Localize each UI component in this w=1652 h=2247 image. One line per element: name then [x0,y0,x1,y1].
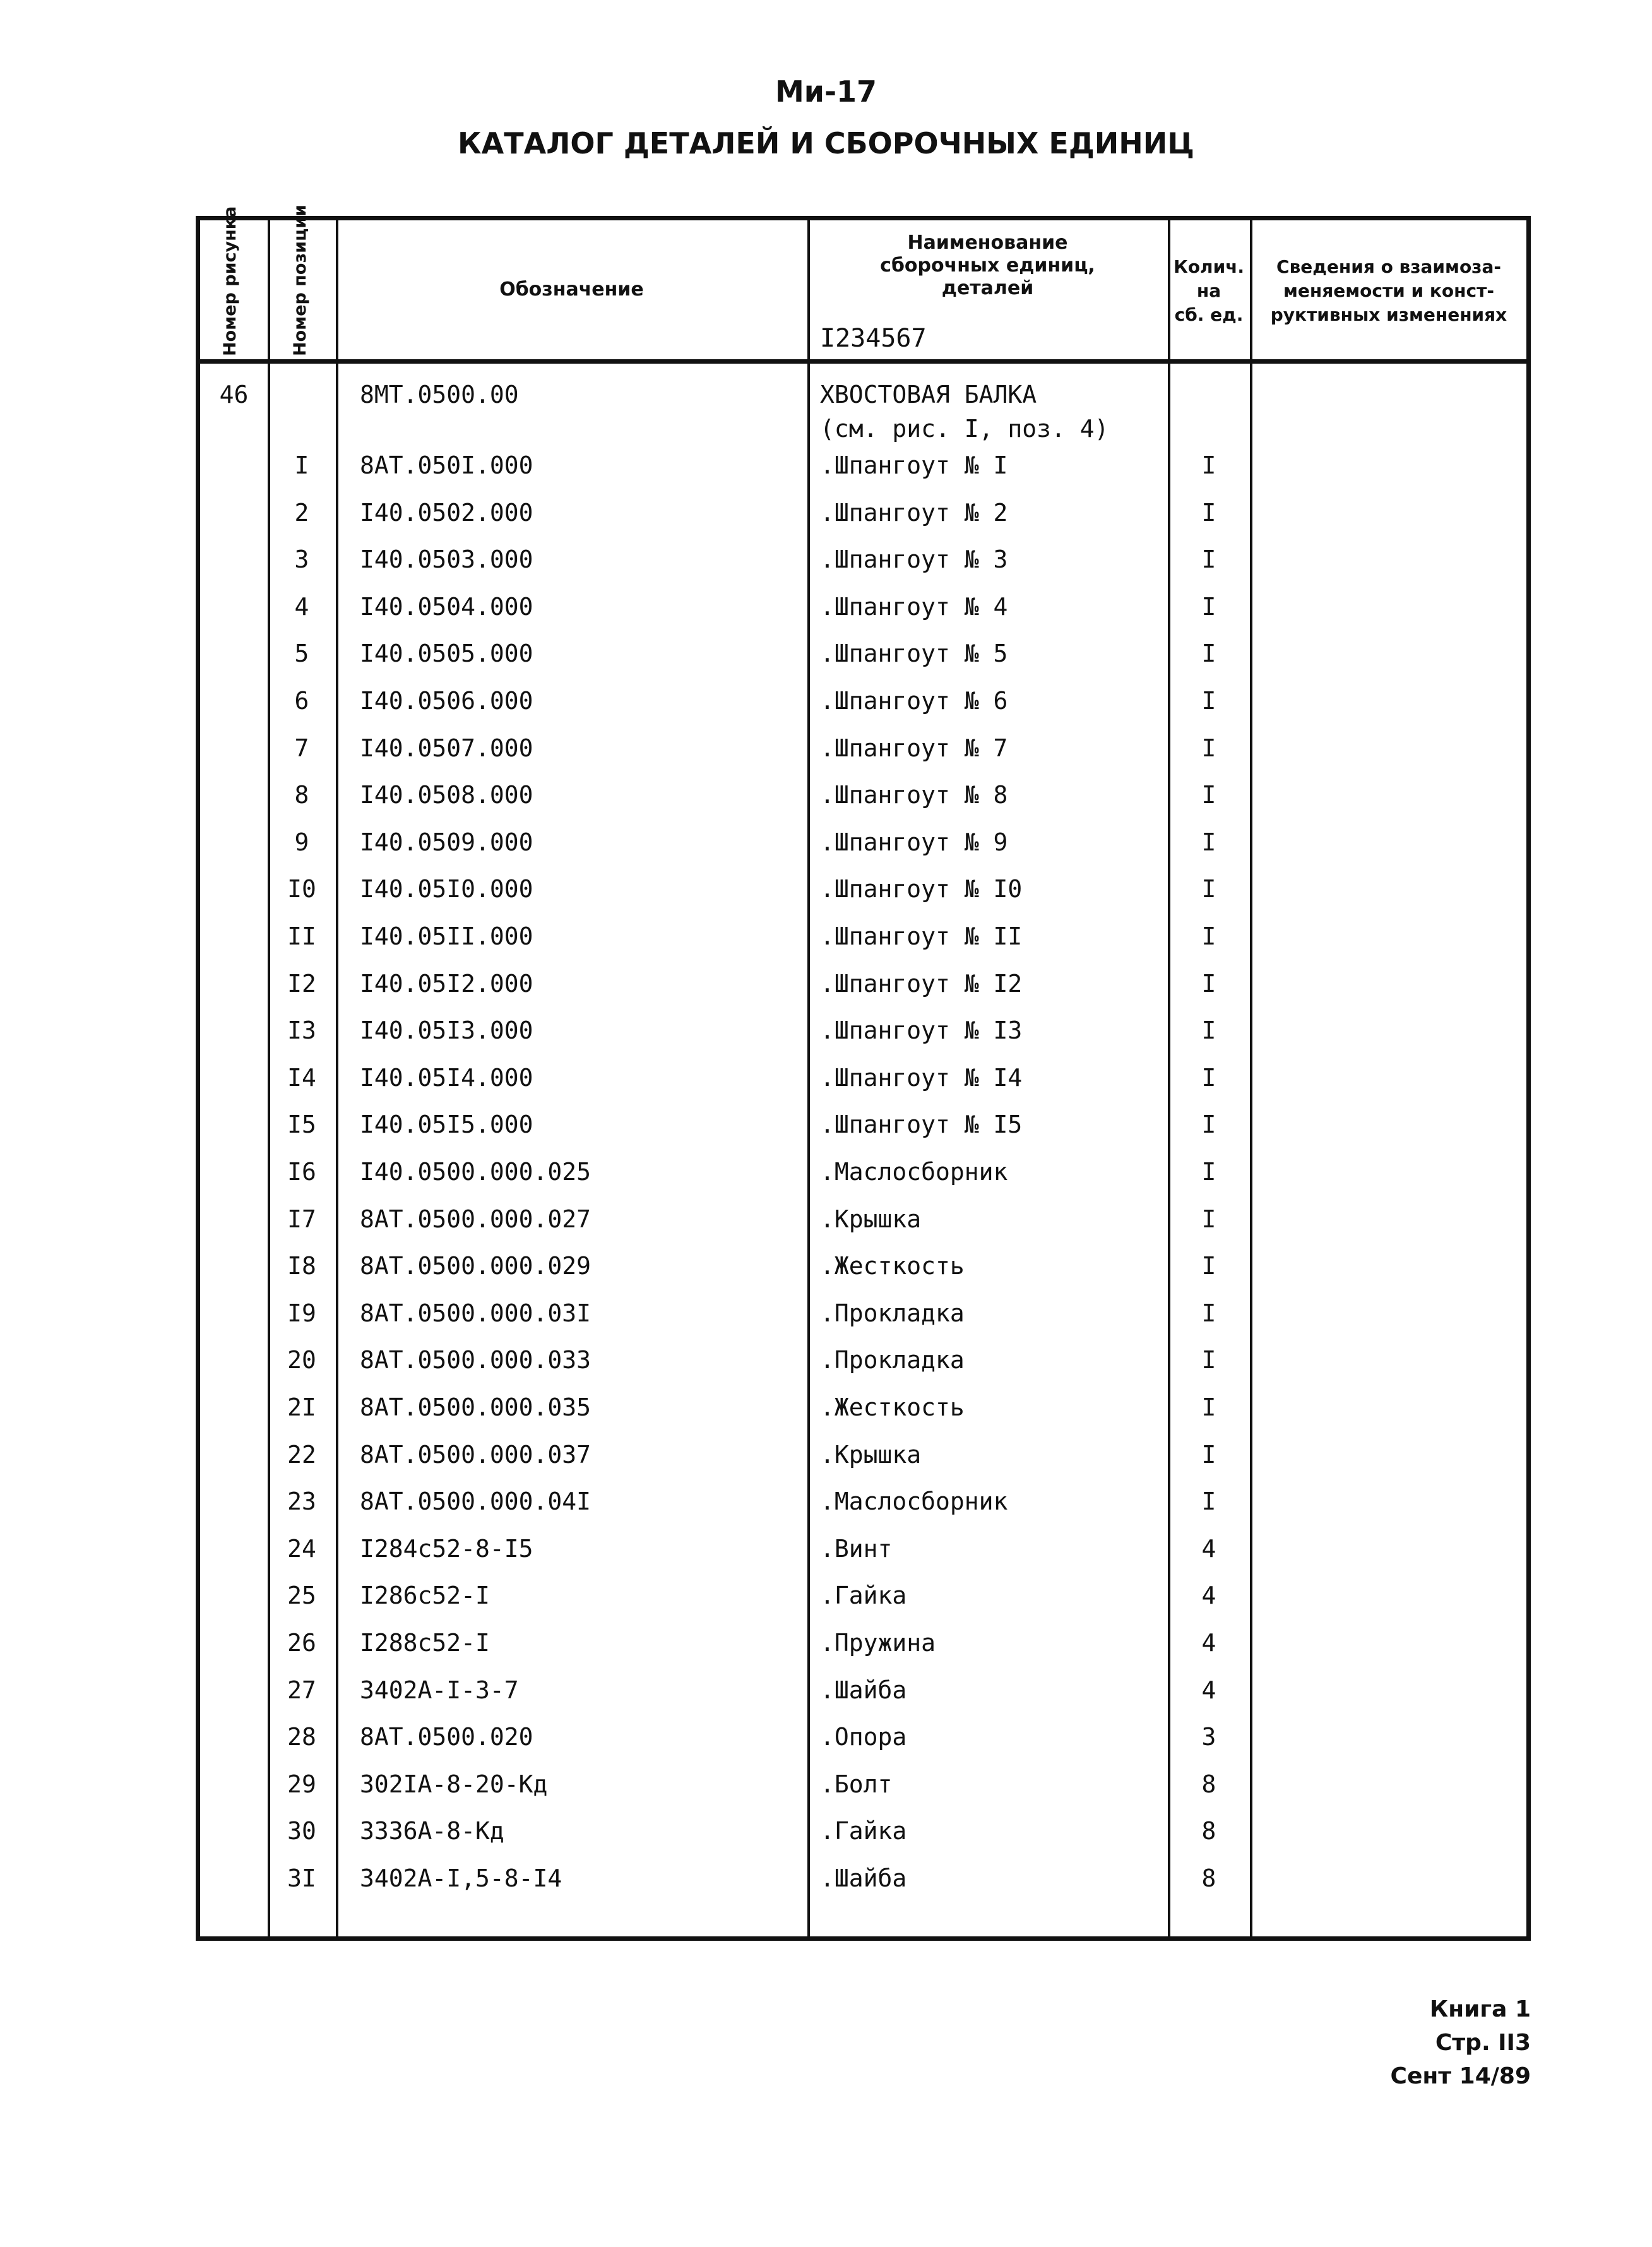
part-designation: I40.0500.000.025 [360,1158,591,1186]
part-name: .Маслосборник [820,1158,1008,1186]
header-qty [1168,255,1250,327]
position-number: 6 [294,687,309,715]
part-name: .Шпангоут № I [820,451,1008,479]
part-quantity: 8 [1201,1864,1216,1892]
part-quantity: 4 [1201,1676,1216,1704]
part-designation: 8АТ.0500.000.03I [360,1299,591,1327]
part-designation: I284с52-8-I5 [360,1535,533,1563]
assembly-designation: 8МТ.0500.00 [360,381,519,408]
part-designation: 8АТ.0500.000.04I [360,1487,591,1515]
part-quantity: I [1201,1441,1216,1469]
header-designation: Обозначение [499,278,644,301]
part-quantity: 4 [1201,1629,1216,1657]
part-designation: 302IА-8-20-Кд [360,1770,548,1798]
document-subtitle: КАТАЛОГ ДЕТАЛЕЙ И СБОРОЧНЫХ ЕДИНИЦ [458,126,1194,160]
parts-table [196,205,1531,1941]
part-designation: I40.0502.000 [360,499,533,527]
part-designation: I40.05I5.000 [360,1111,533,1138]
position-number: II [287,922,316,950]
header-qty-line3: сб. ед. [1174,304,1244,325]
part-name: .Прокладка [820,1346,965,1374]
part-name: .Гайка [820,1817,907,1845]
position-number: I3 [287,1016,316,1044]
header-info-line3: руктивных изменениях [1270,304,1507,325]
header-qty-line2: на [1196,280,1221,301]
header-pos-number [290,205,313,356]
part-designation: I40.0509.000 [360,828,533,856]
part-name: .Шпангоут № 7 [820,734,1008,762]
part-designation: I40.05II.000 [360,922,533,950]
position-number: 30 [287,1817,316,1845]
part-designation: I40.05I3.000 [360,1016,533,1044]
header-name-digits: I234567 [820,324,927,353]
part-quantity: I [1201,1299,1216,1327]
header-pos-label: Номер позиции [290,205,310,356]
part-quantity: I [1201,1064,1216,1092]
part-quantity: I [1201,922,1216,950]
footer-page: Стр. II3 [1435,2030,1531,2056]
column-divider [807,220,810,1936]
part-name: .Шпангоут № I5 [820,1111,1023,1138]
part-quantity: I [1201,1346,1216,1374]
position-number: 8 [294,781,309,809]
part-quantity: 4 [1201,1582,1216,1609]
assembly-name: ХВОСТОВАЯ БАЛКА [820,381,1037,408]
part-name: .Шпангоут № 2 [820,499,1008,527]
position-number: 23 [287,1487,316,1515]
header-info [1250,255,1528,327]
header-info-line1: Сведения о взаимоза- [1276,256,1501,277]
part-quantity: I [1201,593,1216,621]
fig-number: 46 [219,381,249,408]
assembly-name-ref: (см. рис. I, поз. 4) [820,415,1109,443]
part-designation: 8АТ.0500.000.035 [360,1393,591,1421]
part-quantity: I [1201,734,1216,762]
position-number: 27 [287,1676,316,1704]
part-name: .Шпангоут № I0 [820,875,1023,903]
position-number: 24 [287,1535,316,1563]
header-name [807,232,1168,300]
part-name: .Шайба [820,1864,907,1892]
position-number: I7 [287,1205,316,1233]
part-name: .Шпангоут № I4 [820,1064,1023,1092]
position-number: I9 [287,1299,316,1327]
position-number: 29 [287,1770,316,1798]
part-name: .Маслосборник [820,1487,1008,1515]
part-quantity: I [1201,875,1216,903]
position-number: I [294,451,309,479]
position-number: I6 [287,1158,316,1186]
position-number: I4 [287,1064,316,1092]
part-quantity: I [1201,1252,1216,1280]
footer-book: Книга 1 [1429,1996,1531,2022]
part-name: .Прокладка [820,1299,965,1327]
part-designation: 8АТ.0500.000.027 [360,1205,591,1233]
part-quantity: I [1201,828,1216,856]
header-fig-label: Номер рисунка [220,206,240,356]
part-name: .Шпангоут № I2 [820,970,1023,998]
position-number: I0 [287,875,316,903]
part-designation: 8АТ.0500.000.037 [360,1441,591,1469]
position-number: 4 [294,593,309,621]
header-qty-line1: Колич. [1173,256,1245,277]
part-quantity: I [1201,970,1216,998]
part-name: .Шпангоут № II [820,922,1023,950]
part-name: .Гайка [820,1582,907,1609]
column-divider [1250,220,1252,1936]
header-name-line2: сборочных единиц, [880,254,1095,277]
part-quantity: I [1201,1158,1216,1186]
part-quantity: 8 [1201,1770,1216,1798]
part-name: .Шпангоут № 3 [820,545,1008,573]
position-number: I2 [287,970,316,998]
part-quantity: I [1201,1393,1216,1421]
part-quantity: 8 [1201,1817,1216,1845]
part-name: .Крышка [820,1441,922,1469]
part-designation: I40.0503.000 [360,545,533,573]
position-number: 3 [294,545,309,573]
position-number: I5 [287,1111,316,1138]
part-designation: 8АТ.0500.020 [360,1723,533,1751]
position-number: 22 [287,1441,316,1469]
part-name: .Шпангоут № 5 [820,640,1008,667]
part-quantity: I [1201,1487,1216,1515]
part-quantity: 3 [1201,1723,1216,1751]
position-number: 5 [294,640,309,667]
part-quantity: I [1201,781,1216,809]
position-number: 7 [294,734,309,762]
part-quantity: I [1201,1111,1216,1138]
part-designation: I40.05I4.000 [360,1064,533,1092]
column-divider [336,220,338,1936]
position-number: I8 [287,1252,316,1280]
part-designation: 3402А-I,5-8-I4 [360,1864,562,1892]
part-quantity: I [1201,1205,1216,1233]
part-designation: 3336А-8-Кд [360,1817,504,1845]
part-designation: I40.0506.000 [360,687,533,715]
position-number: 3I [287,1864,316,1892]
part-designation: 8АТ.0500.000.029 [360,1252,591,1280]
position-number: 20 [287,1346,316,1374]
part-designation: I40.05I0.000 [360,875,533,903]
part-name: .Болт [820,1770,893,1798]
part-quantity: I [1201,499,1216,527]
document-title: Ми-17 [775,75,877,109]
part-name: .Опора [820,1723,907,1751]
part-name: .Пружина [820,1629,936,1657]
position-number: 2I [287,1393,316,1421]
part-name: .Шпангоут № 9 [820,828,1008,856]
position-number: 25 [287,1582,316,1609]
part-quantity: I [1201,451,1216,479]
part-designation: I40.05I2.000 [360,970,533,998]
part-quantity: I [1201,1016,1216,1044]
part-name: .Шпангоут № I3 [820,1016,1023,1044]
header-info-line2: меняемости и конст- [1283,280,1494,301]
part-designation: 8АТ.050I.000 [360,451,533,479]
header-divider [200,359,1526,364]
header-name-line3: деталей [941,277,1034,299]
part-name: .Жесткость [820,1252,965,1280]
position-number: 26 [287,1629,316,1657]
part-designation: I40.0508.000 [360,781,533,809]
part-name: .Жесткость [820,1393,965,1421]
header-fig-number [220,206,243,356]
part-designation: I40.0507.000 [360,734,533,762]
part-quantity: I [1201,545,1216,573]
part-quantity: 4 [1201,1535,1216,1563]
footer-date: Сент 14/89 [1390,2063,1531,2089]
part-quantity: I [1201,687,1216,715]
part-name: .Шайба [820,1676,907,1704]
part-designation: I286с52-I [360,1582,490,1609]
position-number: 2 [294,499,309,527]
part-name: .Крышка [820,1205,922,1233]
position-number: 9 [294,828,309,856]
part-name: .Шпангоут № 6 [820,687,1008,715]
part-designation: I40.0505.000 [360,640,533,667]
part-designation: 3402А-I-3-7 [360,1676,519,1704]
part-quantity: I [1201,640,1216,667]
header-name-line1: Наименование [907,232,1068,254]
part-designation: I40.0504.000 [360,593,533,621]
part-name: .Шпангоут № 4 [820,593,1008,621]
part-name: .Винт [820,1535,893,1563]
part-designation: 8АТ.0500.000.033 [360,1346,591,1374]
part-designation: I288с52-I [360,1629,490,1657]
part-name: .Шпангоут № 8 [820,781,1008,809]
position-number: 28 [287,1723,316,1751]
